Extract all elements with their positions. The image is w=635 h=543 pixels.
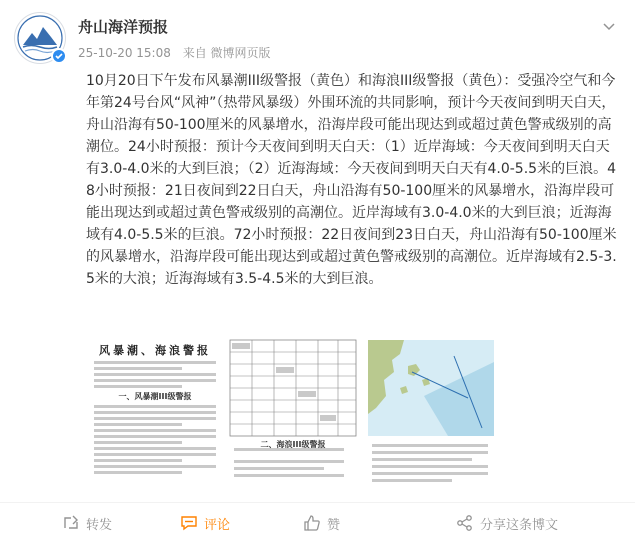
sea-map-graphic [364,336,498,486]
verified-badge-icon [51,48,67,64]
action-bar [0,502,635,543]
like-button[interactable] [303,514,340,532]
comment-icon [180,514,198,532]
author-name[interactable]: 舟山海洋预报 [78,18,169,36]
doc-title: 风暴潮、海浪警报 [99,344,211,357]
post-meta [78,44,279,61]
post-source: 来自 微博网页版 [182,46,271,60]
doc-section-storm-surge: 一、风暴潮III级警报 [118,392,192,401]
like-label: 赞 [327,517,341,533]
comment-button[interactable] [180,514,230,532]
post-header [14,12,621,68]
forward-button[interactable] [62,514,112,532]
post-text: 10月20日下午发布风暴潮III级警报（黄色）和海浪III级警报（黄色）：受强冷空气和今年第24号台风“风神”（热带风暴级）外围环流的共同影响，预计今天夜间到明天白天，舟山沿海有50-100厘米的风暴增水，沿海岸段可能出现达到或超过黄色警戒级别的高潮位。24小时预报：预计今天夜间到明天白天：（1）近岸海域：今天夜间到明天白天有3.0-4.0米的大到巨浪；（2）近海海域：今天夜间到明天白天有4.0-5.5米的巨浪。48小时预报：21日夜间到22日白天，舟山沿海有50-100厘米的风暴增水，沿海岸段可能出现达到或超过黄色警戒级别的高潮位。近岸海域有3.0-4.0米的大到巨浪；近海海域有4.0-5.5米的巨浪。72小时预报：22日夜间到23日白天，舟山沿海有50-100厘米的风暴增水，沿海岸段可能出现达到或超过黄色警戒级别的高潮位。近岸海域有2.5-3.5米的大浪；近海海域有3.5-4.5米的大到巨浪。 [86,73,617,287]
share-icon [456,514,474,532]
forward-icon [62,514,80,532]
post-image-map[interactable] [364,336,498,486]
comment-label: 评论 [204,517,231,533]
post-image-table-doc[interactable] [226,336,360,486]
forward-label: 转发 [86,517,113,533]
avatar[interactable] [14,12,66,64]
share-label: 分享这条博文 [480,517,559,533]
post-image-warning-doc[interactable] [88,336,222,486]
thumbs-up-icon [303,514,321,532]
tide-table-graphic [226,336,360,486]
post-timestamp[interactable]: 25-10-20 15:08 [78,46,171,60]
share-button[interactable] [456,514,558,532]
more-options-chevron-icon[interactable] [599,16,619,36]
doc-section-wave: 二、海浪III级警报 [260,440,326,449]
